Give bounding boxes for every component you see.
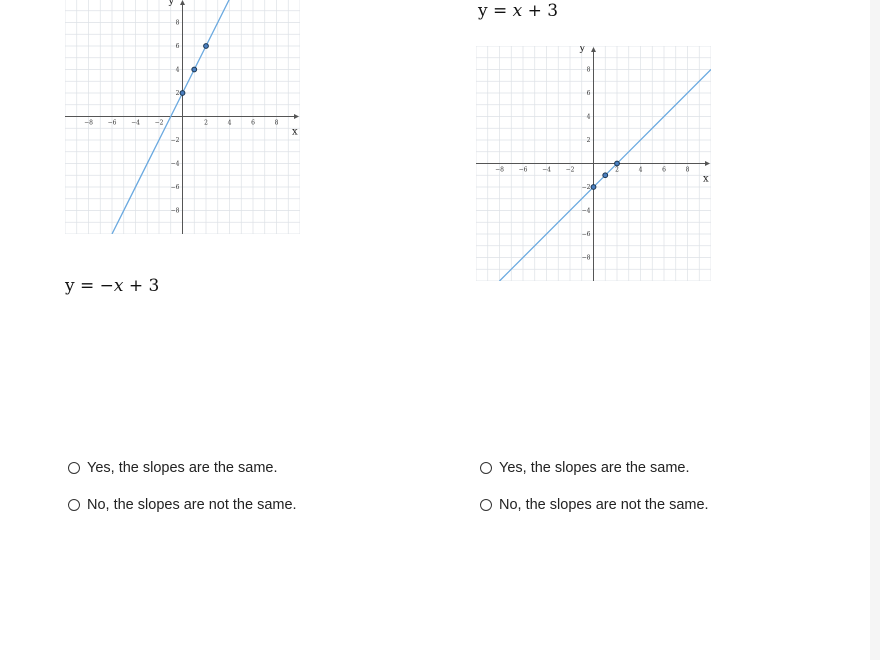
coordinate-graph-1: [65, 0, 300, 234]
y-tick-label: −2: [170, 137, 180, 144]
y-tick-label: −2: [581, 184, 591, 191]
option-label: No, the slopes are not the same.: [499, 497, 709, 513]
x-axis-label: x: [292, 126, 298, 138]
x-tick-label: 4: [638, 166, 643, 174]
x-tick-label: −8: [84, 119, 93, 127]
equation-2-constant: + 3: [522, 1, 559, 21]
equation-1-lhs: y =: [65, 276, 100, 296]
x-tick-label: 6: [662, 166, 666, 174]
y-tick-label: 4: [175, 66, 180, 74]
y-axis-label: y: [579, 46, 586, 54]
equation-1-negative-sign: −: [99, 276, 114, 296]
option-label: Yes, the slopes are the same.: [87, 460, 278, 476]
x-tick-label: −2: [154, 119, 164, 127]
x-axis-arrow-icon: [294, 114, 299, 119]
graph-point: [603, 173, 608, 178]
radio-unchecked-icon[interactable]: [480, 499, 492, 511]
y-tick-label: 6: [175, 43, 180, 50]
radio-unchecked-icon[interactable]: [480, 462, 492, 474]
graph-point: [591, 185, 596, 190]
y-tick-label: 2: [175, 90, 180, 97]
problem-1-option-no[interactable]: [68, 497, 297, 513]
y-tick-label: −6: [170, 184, 180, 191]
x-tick-label: 2: [615, 166, 619, 174]
x-tick-label: −8: [495, 166, 504, 174]
y-tick-label: −8: [170, 207, 180, 215]
coordinate-graph-2: [476, 46, 711, 281]
y-tick-label: −4: [581, 207, 591, 215]
equation-2: [478, 1, 558, 21]
x-axis-label: x: [703, 173, 709, 185]
radio-unchecked-icon[interactable]: [68, 462, 80, 474]
radio-unchecked-icon[interactable]: [68, 499, 80, 511]
y-axis-arrow-icon: [180, 0, 185, 5]
x-axis-arrow-icon: [705, 161, 710, 166]
x-tick-label: 8: [274, 119, 279, 127]
graph-point: [192, 67, 197, 72]
y-tick-label: 8: [586, 66, 591, 74]
problem-2-option-no[interactable]: [480, 497, 709, 513]
x-tick-label: 4: [227, 119, 232, 127]
x-tick-label: −6: [518, 166, 528, 174]
equation-1-constant: + 3: [123, 276, 160, 296]
y-tick-label: 2: [586, 137, 591, 144]
equation-2-lhs: y =: [478, 1, 513, 21]
equation-2-variable: x: [512, 1, 523, 21]
y-tick-label: −6: [581, 231, 591, 238]
y-tick-label: −8: [581, 254, 591, 262]
x-tick-label: 8: [685, 166, 690, 174]
problem-2-option-yes[interactable]: [480, 460, 690, 476]
x-tick-label: −6: [107, 119, 117, 127]
y-tick-label: 8: [175, 19, 180, 27]
x-tick-label: −4: [131, 119, 140, 127]
x-tick-label: −2: [565, 166, 575, 174]
problem-1-option-yes[interactable]: [68, 460, 278, 476]
x-tick-label: 2: [204, 119, 208, 127]
graph-point: [204, 44, 209, 49]
x-tick-label: −4: [542, 166, 551, 174]
y-tick-label: 4: [586, 113, 591, 121]
equation-1-variable: x: [113, 276, 124, 296]
x-tick-label: 6: [251, 119, 255, 127]
graph-point: [615, 161, 620, 166]
y-tick-label: −4: [170, 160, 180, 168]
y-axis-label: y: [168, 0, 175, 7]
y-axis-arrow-icon: [591, 47, 596, 52]
equation-1: [65, 276, 159, 296]
option-label: Yes, the slopes are the same.: [499, 460, 690, 476]
y-tick-label: 6: [586, 90, 591, 97]
scrollbar-track[interactable]: [870, 0, 880, 660]
option-label: No, the slopes are not the same.: [87, 497, 297, 513]
graph-point: [180, 91, 185, 96]
